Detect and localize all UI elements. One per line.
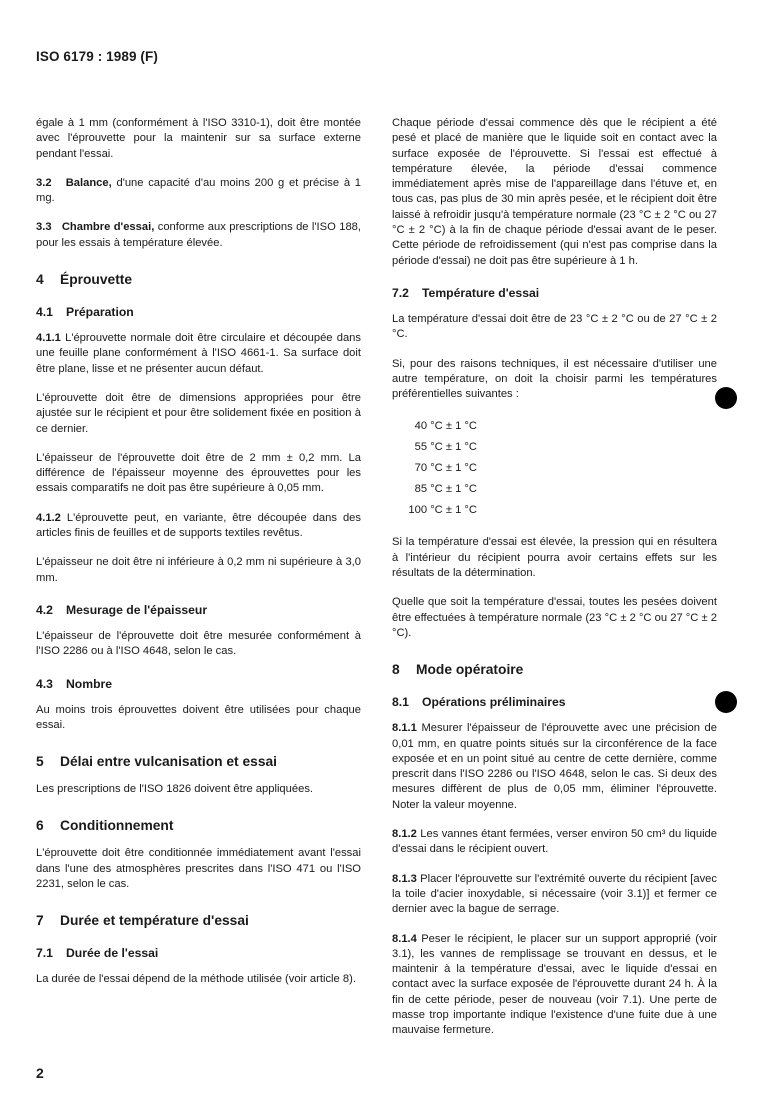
section-5-heading bbox=[36, 753, 361, 770]
paragraph-7-2-b: Si, pour des raisons techniques, il est nécessaire d'utiliser une autre température, on doit la choisir parmi les températures préférentielles suivantes : bbox=[392, 357, 717, 401]
paragraph-7-2-d: Quelle que soit la température d'essai, toutes les pesées doivent être effectuées à température normale (23 °C ± 2 °C ou 27 °C ± 2 °C). bbox=[392, 596, 717, 639]
clause-title: Chambre d'essai, bbox=[61, 221, 155, 234]
section-number: 8 bbox=[392, 662, 400, 678]
section-6-heading bbox=[36, 817, 361, 834]
section-number: 7.2 bbox=[392, 285, 409, 300]
temperature-item: 40 °C ± 1 °C bbox=[414, 420, 477, 433]
paragraph-7-2-c: Si la température d'essai est élevée, la pression qui en résultera à l'intérieur du récipient pourra avoir certains effets sur les résultats de la détermination. bbox=[392, 536, 717, 580]
section-8-heading bbox=[392, 661, 717, 678]
section-title: Durée et température d'essai bbox=[60, 913, 249, 929]
temperature-item: 85 °C ± 1 °C bbox=[414, 483, 477, 496]
section-title: Préparation bbox=[66, 305, 134, 320]
clause-number: 8.1.1 bbox=[392, 722, 417, 735]
page-number: 2 bbox=[36, 1065, 44, 1081]
preferred-temperatures-list bbox=[392, 416, 717, 521]
section-4-2-heading bbox=[36, 603, 361, 618]
clause-text: conforme aux prescriptions de l'ISO 188, pour les essais à température élevée. bbox=[36, 221, 362, 249]
clause-8-1-4 bbox=[392, 932, 717, 1039]
section-title: Durée de l'essai bbox=[66, 946, 159, 961]
paragraph-5: Les prescriptions de l'ISO 1826 doivent être appliquées. bbox=[36, 783, 314, 796]
clause-number: 3.3 bbox=[36, 221, 52, 234]
section-title: Nombre bbox=[66, 676, 113, 691]
paragraph-7-1-b: Chaque période d'essai commence dès que le récipient a été pesé et placé de manière que le liquide soit en contact avec la surface exposée de l'éprouvette. Si l'essai est effectué à température élevée, la période d'essai commence immédiatement après mise de l'appareillage dans l'étuve et, en tous cas, pas plus de 30 min après pesée, et le récipient doit être laissé à refroidir jusqu'à température normale (23 °C ± 2 °C ou 27 °C ± 2 °C) à la fin de chaque période d'essai avant de le peser. Cette période de refroidissement (qui n'est pas comprise dans la période d'essai) ne doit pas être supérieure à 1 h. bbox=[392, 117, 717, 267]
temperature-item: 100 °C ± 1 °C bbox=[408, 504, 477, 517]
paragraph-7-1: La durée de l'essai dépend de la méthode utilisée (voir article 8). bbox=[36, 973, 356, 986]
clause-8-1-1 bbox=[392, 721, 717, 813]
clause-text: d'une capacité d'au moins 200 g et précise à 1 mg. bbox=[36, 176, 361, 205]
right-column bbox=[392, 116, 717, 1053]
clause-8-1-2 bbox=[392, 827, 717, 858]
clause-3-2 bbox=[36, 176, 361, 207]
temperature-item: 70 °C ± 1 °C bbox=[414, 462, 477, 475]
section-7-2-heading bbox=[392, 286, 717, 301]
section-number: 5 bbox=[36, 754, 44, 770]
paragraph-4-2: L'épaisseur de l'éprouvette doit être mesurée conformément à l'ISO 2286 ou à l'ISO 4648, selon le cas. bbox=[36, 629, 361, 658]
paragraph-6: L'éprouvette doit être conditionnée immédiatement avant l'essai dans l'une des atmosphères prescrites dans l'ISO 471 ou l'ISO 2231, selon le cas. bbox=[36, 847, 361, 891]
intro-paragraph: égale à 1 mm (conformément à l'ISO 3310-1), doit être montée avec l'éprouvette pour la maintenir sur sa surface externe pendant l'essai. bbox=[36, 117, 361, 160]
section-4-1-heading bbox=[36, 305, 361, 320]
section-number: 7 bbox=[36, 913, 44, 929]
paragraph-4-1-1-b: L'éprouvette doit être de dimensions appropriées pour être ajustée sur le récipient et pour être solidement fixée en position à ce dernier. bbox=[36, 391, 361, 435]
section-number: 4.1 bbox=[36, 305, 53, 320]
section-4-3-heading bbox=[36, 677, 361, 692]
clause-4-1-1 bbox=[36, 331, 361, 377]
clause-title: Balance, bbox=[65, 176, 112, 189]
clause-text: Les vannes étant fermées, verser environ 50 cm³ du liquide d'essai dans le récipient ouvert. bbox=[392, 828, 717, 856]
clause-4-1-2 bbox=[36, 511, 361, 542]
paragraph-4-3: Au moins trois éprouvettes doivent être utilisées pour chaque essai. bbox=[36, 703, 361, 731]
section-number: 6 bbox=[36, 818, 44, 834]
section-title: Mode opératoire bbox=[416, 662, 524, 678]
clause-text: L'éprouvette normale doit être circulaire et découpée dans une feuille plane conformément à l'ISO 4661-1. Sa surface doit être plane, lisse et ne présenter aucun défaut. bbox=[36, 332, 361, 375]
clause-number: 8.1.4 bbox=[392, 932, 417, 945]
section-title: Opérations préliminaires bbox=[422, 695, 566, 710]
section-title: Mesurage de l'épaisseur bbox=[66, 602, 208, 617]
section-number: 4.2 bbox=[36, 602, 53, 617]
clause-number: 8.1.2 bbox=[392, 828, 417, 841]
clause-number: 3.2 bbox=[36, 176, 52, 189]
clause-number: 4.1.1 bbox=[36, 332, 61, 345]
section-number: 8.1 bbox=[392, 695, 409, 710]
section-4-heading bbox=[36, 271, 361, 288]
margin-change-marker-icon bbox=[715, 387, 737, 409]
margin-change-marker-icon bbox=[715, 691, 737, 713]
clause-number: 4.1.2 bbox=[36, 511, 61, 524]
left-column bbox=[36, 116, 361, 1002]
temperature-item: 55 °C ± 1 °C bbox=[414, 441, 477, 454]
clause-text: L'éprouvette peut, en variante, être découpée dans des articles finis de feuilles et de supports textiles revêtus. bbox=[36, 511, 361, 540]
paragraph-4-1-2-b: L'épaisseur ne doit être ni inférieure à 0,2 mm ni supérieure à 3,0 mm. bbox=[36, 556, 361, 584]
document-reference: ISO 6179 : 1989 (F) bbox=[36, 49, 158, 64]
section-7-1-heading bbox=[36, 946, 361, 961]
paragraph-7-2-a: La température d'essai doit être de 23 °C ± 2 °C ou de 27 °C ± 2 °C. bbox=[392, 312, 717, 341]
section-8-1-heading bbox=[392, 695, 717, 710]
clause-number: 8.1.3 bbox=[392, 872, 417, 885]
section-title: Éprouvette bbox=[60, 272, 133, 288]
clause-3-3 bbox=[36, 220, 361, 251]
paragraph-4-1-1-c: L'épaisseur de l'éprouvette doit être de 2 mm ± 0,2 mm. La différence de l'épaisseur moyenne des éprouvettes pour les essais comparatifs ne doit pas être supérieure à 0,05 mm. bbox=[36, 451, 361, 495]
clause-text: Peser le récipient, le placer sur un support approprié (voir 3.1), les vannes de remplissage se trouvant en dessus, et le maintenir à la température d'essai, avec le liquide d'essai en contact avec la surface exposée de l'éprouvette durant 24 h. À la fin de cette période, peser de nouveau (voir 7.1). Une perte de masse trop importante indique l'existence d'une fuite due à une mauvaise fermeture. bbox=[392, 932, 717, 1037]
section-number: 4 bbox=[36, 272, 44, 288]
section-7-heading bbox=[36, 912, 361, 929]
section-number: 4.3 bbox=[36, 676, 53, 691]
section-title: Délai entre vulcanisation et essai bbox=[60, 754, 278, 770]
section-title: Conditionnement bbox=[60, 818, 174, 834]
clause-text: Mesurer l'épaisseur de l'éprouvette avec une précision de 0,01 mm, en quatre points situés sur la circonférence de la face exposée et en un point situé au centre de cette dernière, comme prescrit dans l'ISO 2286 ou l'ISO 4648, selon le cas. Si deux des mesures diffèrent de plus de 0,05 mm, éliminer l'éprouvette. Noter la valeur moyenne. bbox=[392, 722, 717, 811]
clause-8-1-3 bbox=[392, 872, 717, 918]
section-number: 7.1 bbox=[36, 946, 53, 961]
clause-text: Placer l'éprouvette sur l'extrémité ouverte du récipient [avec la toile d'acier inoxydable, si nécessaire (voir 3.1)] et fermer ce dernier avec la bague de serrage. bbox=[392, 872, 717, 916]
section-title: Température d'essai bbox=[422, 285, 540, 300]
